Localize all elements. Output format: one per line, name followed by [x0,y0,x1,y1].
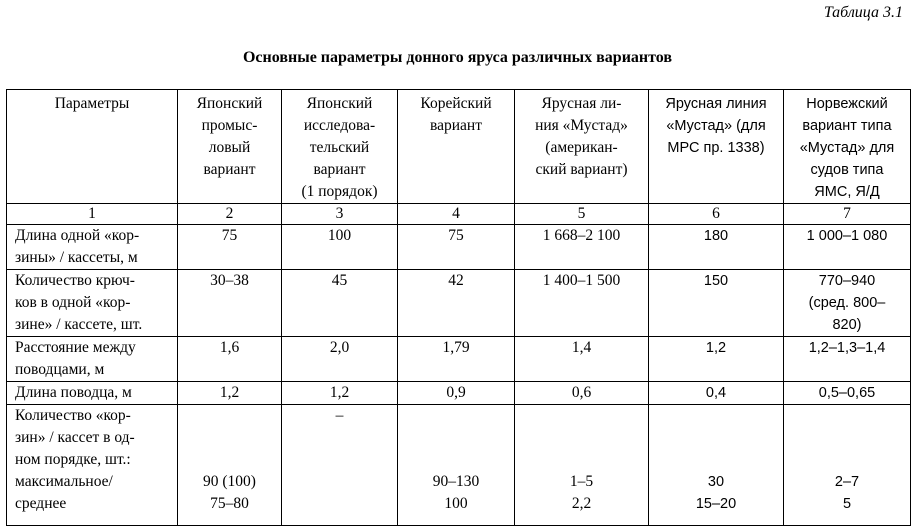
table-row [7,405,911,526]
param-cell: Количество крюч- ков в одной «кор- зине» / кассете, шт. [7,270,178,337]
value-cell: 1 000–1 080 [784,225,911,270]
header-cell: Ярусная линия «Мустад» (для МРС пр. 1338) [649,90,784,204]
column-number-row [7,204,911,225]
param-cell: Количество «кор- зин» / кассет в од- ном порядке, шт.: максимальное/ среднее [7,405,178,526]
header-cell: Корейский вариант [398,90,515,204]
value-cell: 1,4 [515,337,649,382]
table-row [7,225,911,270]
value-cell: 75 [398,225,515,270]
value-cell: 180 [649,225,784,270]
table-number: Таблица 3.1 [823,4,903,21]
value-cell: 100 [282,225,398,270]
page-title: Основные параметры донного яруса различных вариантов [242,49,673,66]
value-cell: 45 [282,270,398,337]
param-cell: Длина одной «кор- зины» / кассеты, м [7,225,178,270]
value-cell: 1,6 [178,337,282,382]
column-number-cell: 7 [784,204,911,225]
value-cell: 30–38 [178,270,282,337]
value-cell: 42 [398,270,515,337]
table-header-row [7,90,911,204]
column-number-cell: 2 [178,204,282,225]
header-cell: Японский исследова- тельский вариант (1 порядок) [282,90,398,204]
parameters-table [6,89,911,526]
param-cell: Длина поводца, м [7,382,178,405]
header-cell: Ярусная ли- ния «Мустад» (американ- ский вариант) [515,90,649,204]
value-cell: 0,9 [398,382,515,405]
value-cell: 150 [649,270,784,337]
param-cell: Расстояние между поводцами, м [7,337,178,382]
value-cell: 0,5–0,65 [784,382,911,405]
header-cell: Японский промыс- ловый вариант [178,90,282,204]
value-cell: 90 (100) 75–80 [178,405,282,526]
value-cell: 1,2 [649,337,784,382]
table-row [7,270,911,337]
value-cell: 75 [178,225,282,270]
value-cell: – [282,405,398,526]
value-cell: 1–5 2,2 [515,405,649,526]
value-cell: 1,2 [282,382,398,405]
value-cell: 770–940 (сред. 800– 820) [784,270,911,337]
value-cell: 1 668–2 100 [515,225,649,270]
column-number-cell: 4 [398,204,515,225]
table-row [7,337,911,382]
value-cell: 30 15–20 [649,405,784,526]
table-row [7,382,911,405]
value-cell: 90–130 100 [398,405,515,526]
column-number-cell: 5 [515,204,649,225]
value-cell: 2,0 [282,337,398,382]
value-cell: 1 400–1 500 [515,270,649,337]
value-cell: 2–7 5 [784,405,911,526]
column-number-cell: 6 [649,204,784,225]
value-cell: 0,6 [515,382,649,405]
value-cell: 1,79 [398,337,515,382]
header-cell: Норвежский вариант типа «Мустад» для судов типа ЯМС, Я/Д [784,90,911,204]
value-cell: 1,2–1,3–1,4 [784,337,911,382]
column-number-cell: 3 [282,204,398,225]
value-cell: 1,2 [178,382,282,405]
header-cell: Параметры [7,90,178,204]
value-cell: 0,4 [649,382,784,405]
column-number-cell: 1 [7,204,178,225]
